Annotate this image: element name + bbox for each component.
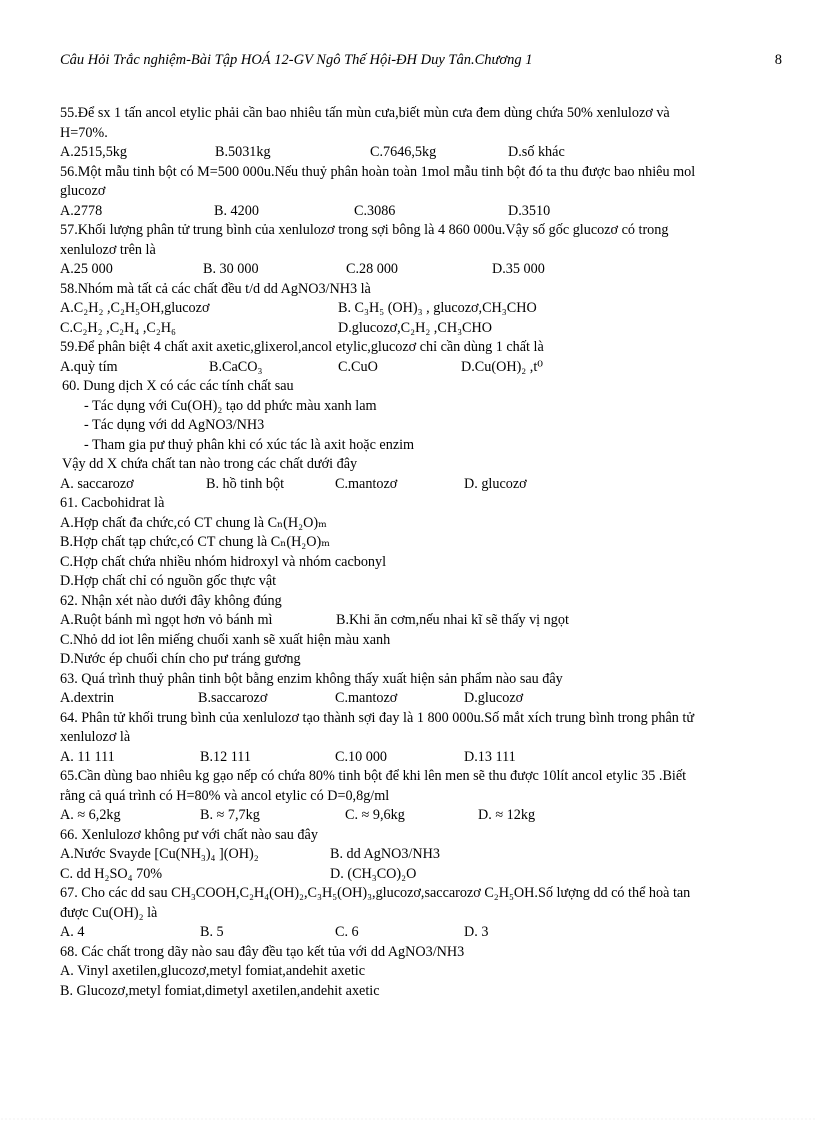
page-bottom-border — [0, 1118, 816, 1120]
page-header — [60, 52, 782, 74]
option-d: D.3510 — [508, 202, 551, 219]
option-b: B.saccarozơ — [198, 690, 268, 706]
option-c: C.C₂H₂ ,C₂H₄ ,C₂H₆ — [60, 319, 177, 336]
option-d: D.35 000 — [492, 261, 545, 277]
question-60-stem: 60. Dung dịch X có các các tính chất sau — [62, 378, 294, 394]
question-66-options-cd — [60, 865, 782, 885]
option-b: B. 4200 — [214, 202, 259, 219]
question-62-stem: 62. Nhận xét nào dưới đây không đúng — [60, 592, 282, 609]
question-58-options-ab — [60, 299, 782, 319]
question-66-options-ab — [60, 845, 782, 865]
option-d: D. (CH₃CO)₂O — [330, 865, 417, 882]
option-d: D.glucozơ — [464, 690, 524, 706]
question-64-stem-cont: xenlulozơ là — [60, 729, 131, 745]
question-57-options — [60, 260, 782, 280]
question-68-option-b: B. Glucozơ,metyl fomiat,dimetyl axetilen,andehit axetic — [60, 982, 380, 999]
question-61-option-b: B.Hợp chất tạp chức,có CT chung là Cₙ(H₂O)ₘ — [60, 534, 330, 550]
option-d: D.glucozơ,C₂H₂ ,CH₃CHO — [338, 319, 492, 336]
question-66-stem: 66. Xenlulozơ không pư với chất nào sau đây — [60, 826, 318, 843]
question-59-stem: 59.Để phân biệt 4 chất axit axetic,glixerol,ancol etylic,glucozơ chỉ cần dùng 1 chất là — [60, 339, 544, 355]
option-c: C.3086 — [354, 202, 396, 219]
question-58-stem: 58.Nhóm mà tất cả các chất đều t/d dd AgNO3/NH3 là — [60, 280, 371, 297]
option-a: A.25 000 — [60, 261, 113, 277]
question-62-options-ab — [60, 611, 782, 631]
option-c: C.10 000 — [335, 748, 388, 765]
option-b: B.Khi ăn cơm,nếu nhai kĩ sẽ thấy vị ngọt — [336, 612, 569, 628]
question-61-stem: 61. Cacbohidrat là — [60, 495, 165, 511]
option-b: B. 30 000 — [203, 261, 259, 277]
option-c: C.28 000 — [346, 261, 399, 277]
option-b: B. ≈ 7,7kg — [200, 807, 260, 823]
question-57-stem-cont: xenlulozơ trên là — [60, 241, 156, 258]
question-list — [60, 104, 782, 1001]
question-61-option-d: D.Hợp chất chỉ có nguồn gốc thực vật — [60, 573, 277, 589]
question-57-stem: 57.Khối lượng phân tử trung bình của xenlulozơ trong sợi bông là 4 860 000u.Vậy số gốc glucozơ có trong — [60, 222, 669, 238]
option-c: C.CuO — [338, 358, 378, 375]
question-67-stem-cont: được Cu(OH)₂ là — [60, 904, 158, 921]
option-a: A. 11 111 — [60, 748, 115, 765]
option-b: B.12 111 — [200, 748, 251, 765]
question-67-options — [60, 923, 782, 943]
option-a: A. saccarozơ — [60, 475, 134, 492]
question-55-options — [60, 143, 782, 163]
question-65-options — [60, 806, 782, 826]
question-61-option-a: A.Hợp chất đa chức,có CT chung là Cₙ(H₂O)ₘ — [60, 514, 327, 531]
question-68-option-a: A. Vinyl axetilen,glucozơ,metyl fomiat,andehit axetic — [60, 963, 366, 979]
option-a: A.dextrin — [60, 690, 114, 706]
question-67-stem: 67. Cho các dd sau CH₃COOH,C₂H₄(OH)₂,C₃H₅(OH)₃,glucozơ,saccarozơ C₂H₅OH.Số lượng dd có thể hoà tan — [60, 885, 691, 901]
option-a: A.C₂H₂ ,C₂H₅OH,glucozơ — [60, 300, 210, 316]
question-63-stem: 63. Quá trình thuỷ phân tinh bột bằng enzim không thấy xuất hiện sản phẩm nào sau đây — [60, 670, 563, 687]
question-60-options — [60, 475, 782, 495]
question-59-options — [60, 358, 782, 378]
question-56-stem-cont: glucozơ — [60, 183, 106, 199]
option-c: C.mantozơ — [335, 475, 398, 492]
option-a: A.Ruột bánh mì ngọt hơn vỏ bánh mì — [60, 612, 273, 628]
question-65-stem: 65.Cần dùng bao nhiêu kg gạo nếp có chứa 80% tinh bột để khi lên men sẽ thu được 10lít ancol etylic 35 .Biết — [60, 768, 687, 784]
option-d: D.số khác — [508, 144, 565, 160]
option-d: D. 3 — [464, 924, 489, 940]
option-b: B. 5 — [200, 924, 224, 940]
question-65-stem-cont: rằng cả quá trình có H=80% và ancol etylic có D=0,8g/ml — [60, 787, 390, 804]
question-55-stem-cont: H=70%. — [60, 124, 108, 141]
question-64-stem: 64. Phân tử khối trung bình của xenlulozơ tạo thành sợi đay là 1 800 000u.Số mắt xích trung bình trong phân tử — [60, 709, 695, 726]
question-68-stem: 68. Các chất trong dãy nào sau đây đều tạo kết tủa với dd AgNO3/NH3 — [60, 943, 465, 960]
option-a: A.2515,5kg — [60, 144, 127, 160]
question-60-property-2: - Tác dụng với dd AgNO3/NH3 — [84, 417, 265, 433]
option-a: A.2778 — [60, 202, 103, 219]
option-d: D. glucozơ — [464, 475, 527, 492]
option-a: A. 4 — [60, 924, 85, 940]
option-b: B.CaCO₃ — [209, 358, 263, 375]
option-b: B.5031kg — [215, 144, 271, 160]
option-b: B. C₃H₅ (OH)₃ , glucozơ,CH₃CHO — [338, 300, 537, 316]
option-a: A. ≈ 6,2kg — [60, 807, 121, 823]
question-60-ask: Vậy dd X chứa chất tan nào trong các chất dưới đây — [62, 456, 358, 472]
option-c: C. 6 — [335, 924, 359, 940]
question-56-stem: 56.Một mẫu tinh bột có M=500 000u.Nếu thuỷ phân hoàn toàn 1mol mẫu tinh bột đó ta thu được bao nhiêu mol — [60, 163, 696, 180]
question-55-stem: 55.Để sx 1 tấn ancol etylic phải cần bao nhiêu tấn mùn cưa,biết mùn cưa đem dùng chứa 50% xenlulozơ và — [60, 105, 670, 121]
option-a: A.Nước Svayde [Cu(NH₃)₄ ](OH)₂ — [60, 846, 259, 862]
option-b: B. hồ tinh bột — [206, 475, 285, 492]
option-c: C.mantozơ — [335, 690, 398, 706]
option-c: C.7646,5kg — [370, 144, 437, 160]
option-c: C. ≈ 9,6kg — [345, 807, 405, 823]
question-61-option-c: C.Hợp chất chứa nhiều nhóm hidroxyl và nhóm cacbonyl — [60, 553, 387, 570]
question-64-options — [60, 748, 782, 768]
option-d: D.Cu(OH)₂ ,t⁰ — [461, 358, 543, 375]
question-62-option-c: C.Nhỏ dd iot lên miếng chuối xanh sẽ xuất hiện màu xanh — [60, 631, 391, 648]
question-58-options-cd — [60, 319, 782, 339]
question-56-options — [60, 202, 782, 222]
option-b: B. dd AgNO3/NH3 — [330, 846, 440, 862]
question-62-option-d: D.Nước ép chuối chín cho pư tráng gương — [60, 651, 301, 667]
question-63-options — [60, 689, 782, 709]
option-a: A.quỳ tím — [60, 358, 118, 375]
page-number: 8 — [774, 52, 782, 68]
question-60-property-1: - Tác dụng với Cu(OH)₂ tạo dd phức màu xanh lam — [84, 397, 377, 414]
option-d: D. ≈ 12kg — [478, 807, 536, 823]
question-60-property-3: - Tham gia pư thuỷ phân khi có xúc tác là axit hoặc enzim — [84, 436, 415, 453]
option-d: D.13 111 — [464, 748, 516, 765]
header-title: Câu Hỏi Trắc nghiệm-Bài Tập HOÁ 12-GV Ngô Thế Hội-ĐH Duy Tân.Chương 1 — [60, 52, 533, 68]
option-c: C. dd H₂SO₄ 70% — [60, 865, 163, 882]
